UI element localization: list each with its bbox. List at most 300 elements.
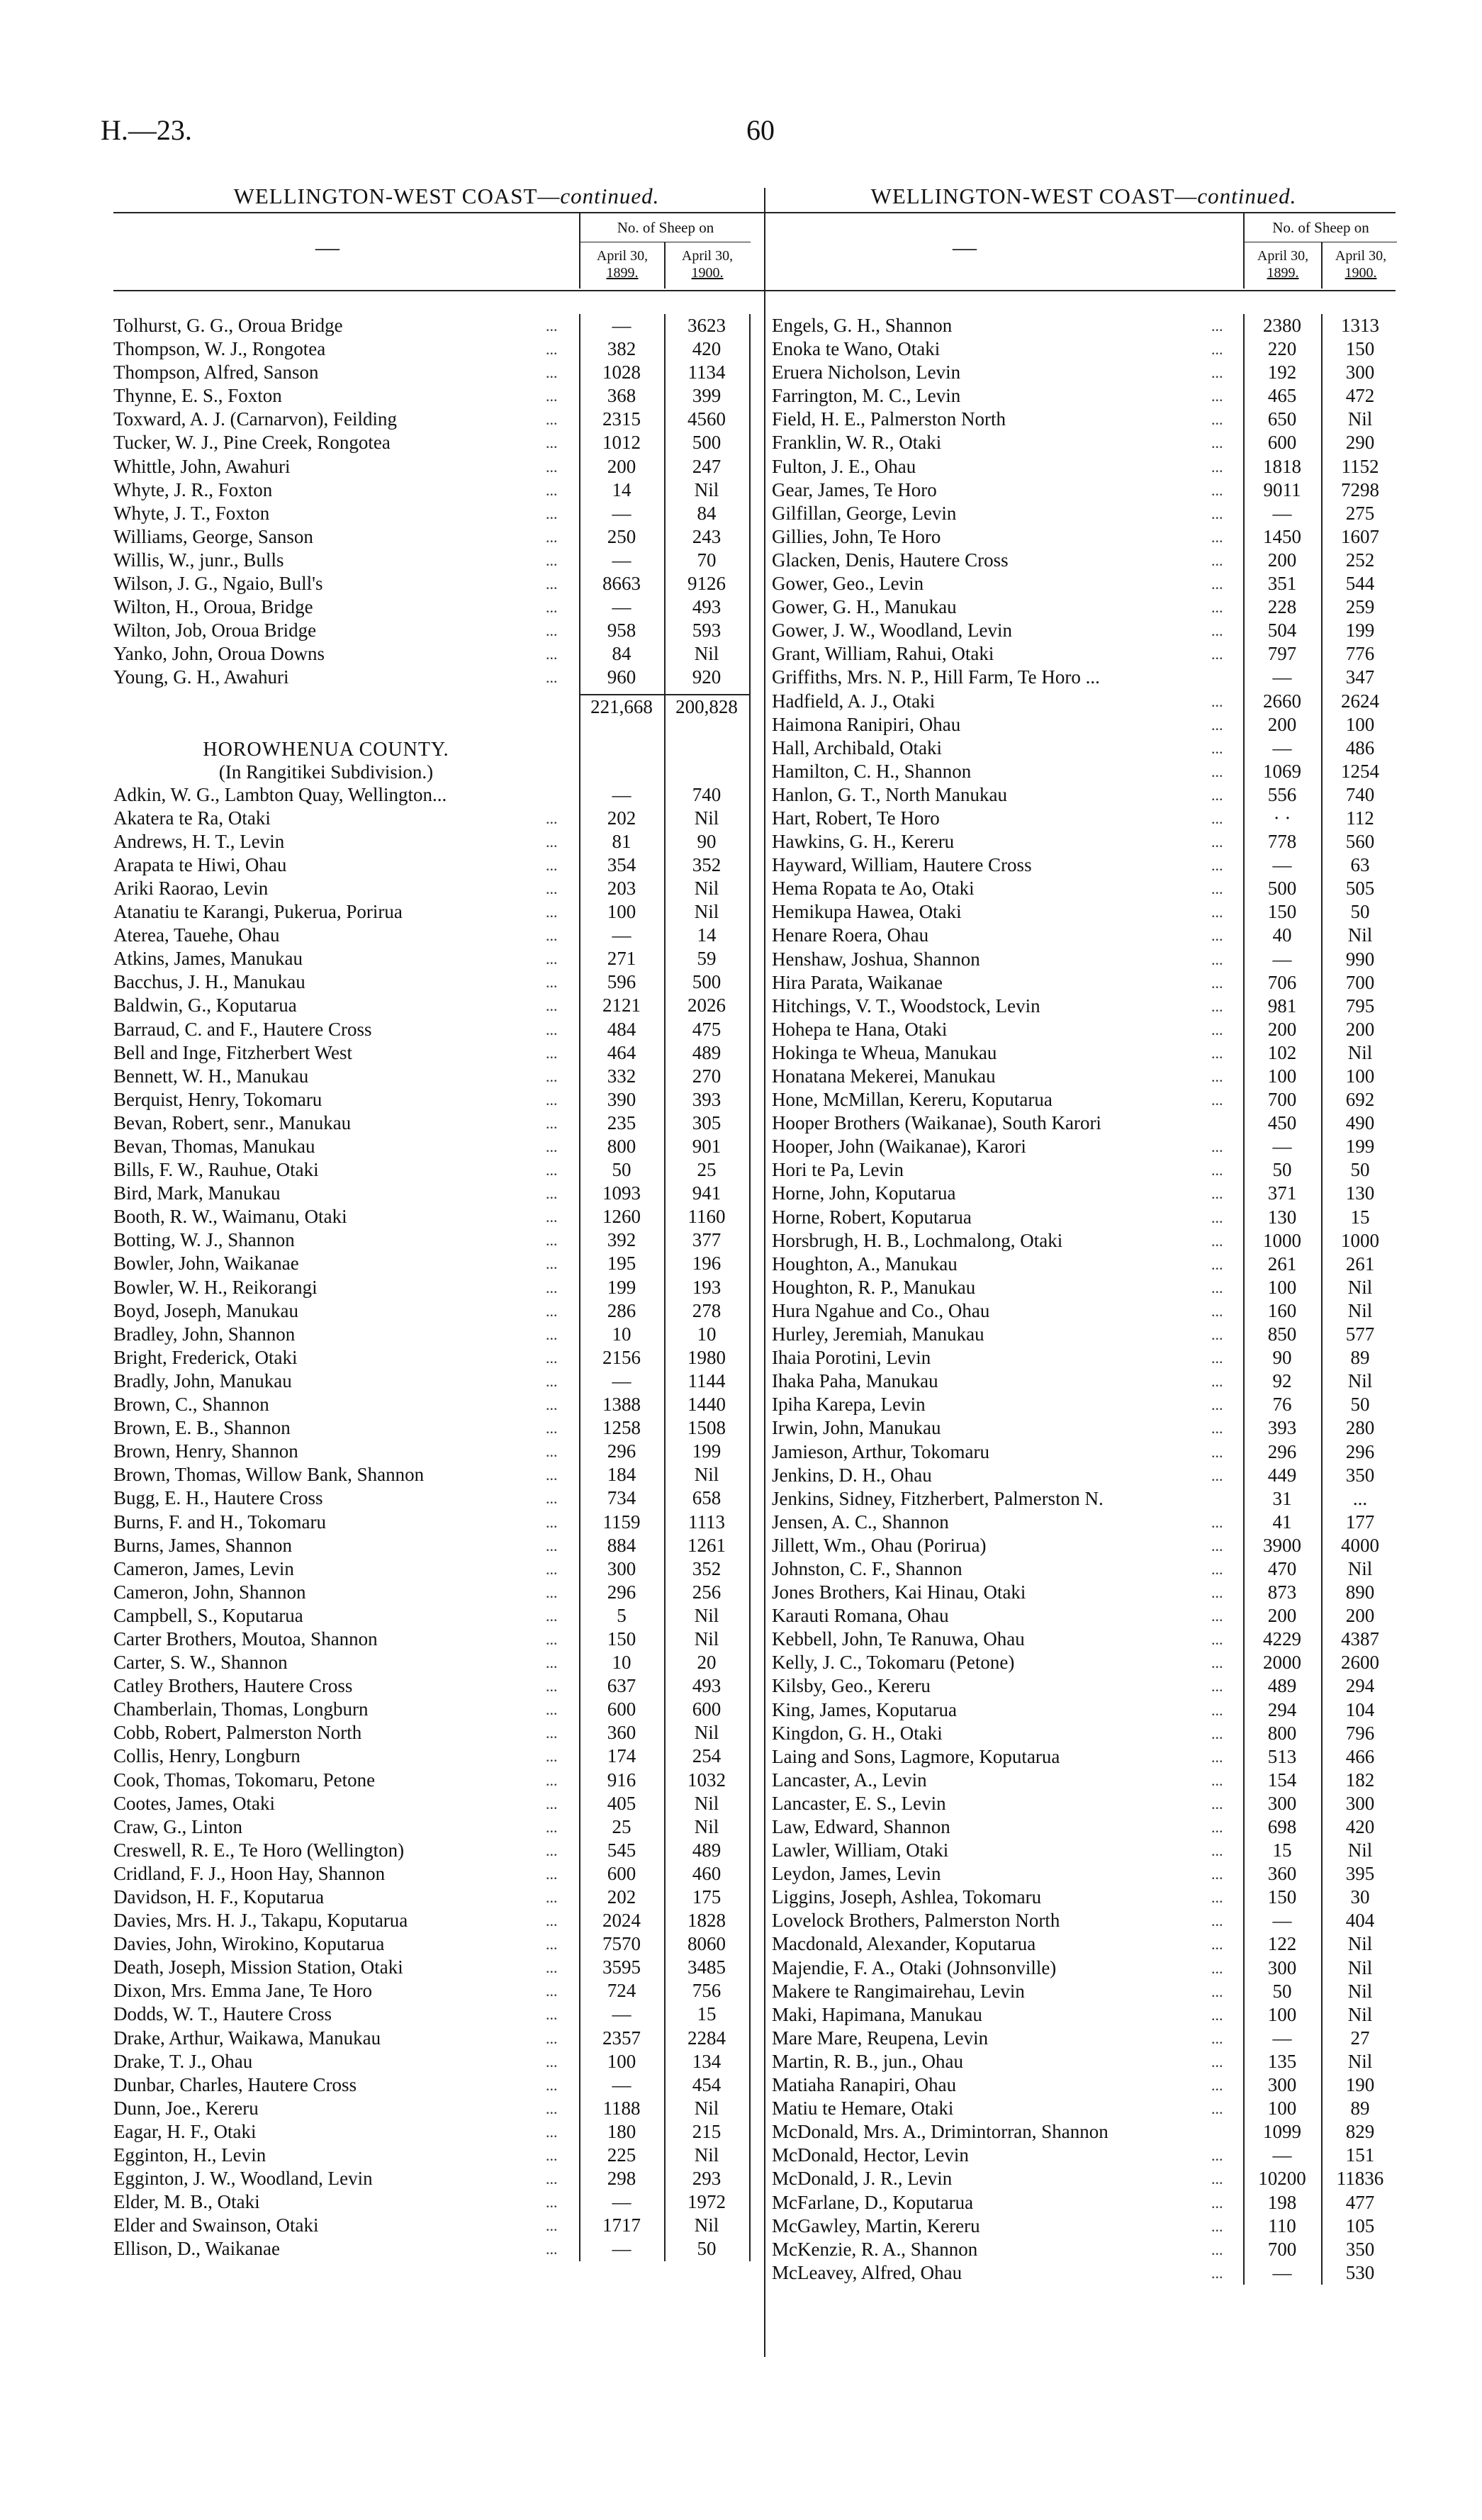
leader-dots: ... (1211, 504, 1223, 522)
sheep-count-1899: 90 (1272, 1347, 1292, 1369)
sheep-count-1899: 1099 (1263, 2121, 1301, 2143)
owner-name: Death, Joseph, Mission Station, Otaki (113, 1956, 403, 1978)
sheep-count-1900: 593 (692, 620, 722, 642)
leader-dots: ... (1211, 457, 1223, 476)
owner-name: Honatana Mekerei, Manukau (772, 1065, 996, 1087)
sheep-count-1900: 1972 (687, 2191, 726, 2213)
leader-dots: ... (1211, 1630, 1223, 1649)
sheep-count-1899: 9011 (1263, 478, 1301, 500)
owner-name: Barraud, C. and F., Hautere Cross (113, 1018, 372, 1040)
sheep-count-1900: 1134 (687, 362, 726, 383)
sheep-count-1899: 600 (607, 1698, 636, 1720)
leader-dots: ... (1211, 1842, 1223, 1860)
sheep-count-1900: 4560 (687, 408, 726, 430)
sheep-count-1900: 247 (692, 455, 722, 477)
leader-dots: ... (546, 2217, 558, 2235)
table-row (113, 1886, 780, 1909)
sheep-count-1899: — (612, 549, 631, 571)
sheep-count-1900: 2600 (1341, 1652, 1379, 1674)
table-row (113, 1135, 780, 1158)
sheep-count-1900: 477 (1345, 2191, 1375, 2213)
leader-dots: ... (546, 1841, 558, 1859)
sheep-count-1899: 31 (1272, 1487, 1292, 1509)
leader-dots: ... (1211, 903, 1223, 922)
table-row (113, 1956, 780, 1979)
sheep-count-1900: 215 (692, 2120, 722, 2142)
sheep-count-1899: 700 (1267, 2238, 1297, 2260)
sheep-count-1900: 130 (1345, 1182, 1375, 1204)
sheep-count-group-header: No. of Sheep on (1243, 213, 1397, 242)
table-row (113, 1534, 780, 1557)
document-reference: H.—23. (101, 114, 192, 146)
sheep-count-1899: 15 (1272, 1839, 1292, 1861)
owner-name: Hira Parata, Waikanae (772, 971, 943, 993)
sheep-count-1899: 261 (1267, 1253, 1297, 1275)
sheep-count-1899: 100 (1267, 1276, 1297, 1298)
sheep-count-1900: Nil (694, 478, 719, 500)
owner-name: Matiu te Hemare, Otaki (772, 2098, 954, 2119)
sheep-count-1899: 50 (1272, 1159, 1292, 1181)
sheep-count-1900: 472 (1345, 385, 1375, 407)
owner-name: Jenkins, Sidney, Fitzherbert, Palmerston N. (772, 1487, 1104, 1509)
leader-dots: ... (1211, 2076, 1223, 2095)
owner-name: Hooper, John (Waikanae), Karori (772, 1136, 1026, 1158)
sheep-count-1899: 2000 (1263, 1652, 1301, 1674)
owner-name: Jamieson, Arthur, Tokomaru (772, 1440, 989, 1462)
table-row (772, 2144, 1396, 2167)
leader-dots: ... (1211, 1724, 1223, 1742)
sheep-count-1900: 90 (697, 830, 717, 852)
table-row (772, 1182, 1396, 1205)
owner-name: Hura Ngahue and Co., Ohau (772, 1299, 990, 1321)
table-row (113, 1276, 780, 1299)
leader-dots: ... (546, 1396, 558, 1414)
table-row (113, 1745, 780, 1768)
leader-dots: ... (546, 1043, 558, 1062)
sheep-count-1899: 393 (1267, 1417, 1297, 1439)
sheep-count-1899: 1260 (602, 1206, 641, 1228)
sheep-count-1900: 1508 (687, 1417, 726, 1439)
sheep-count-1899: 1188 (602, 2097, 641, 2119)
leader-dots: ... (546, 2193, 558, 2212)
sheep-count-1899: 1012 (602, 432, 641, 454)
leader-dots: ... (546, 1161, 558, 1180)
sheep-count-1899: 100 (607, 901, 636, 923)
leader-dots: ... (1211, 1982, 1223, 2000)
table-row (772, 1980, 1396, 2003)
sheep-count-1900: Nil (694, 1722, 719, 1744)
leader-dots: ... (1211, 1419, 1223, 1438)
sheep-count-1899: 884 (607, 1534, 636, 1556)
sheep-count-1899: 360 (1267, 1863, 1297, 1885)
sheep-count-1899: 1159 (602, 1511, 641, 1533)
leader-dots: ... (546, 1888, 558, 1906)
owner-name: Akatera te Ra, Otaki (113, 807, 271, 829)
owner-name: Laing and Sons, Lagmore, Koputarua (772, 1745, 1060, 1767)
leader-dots: ... (546, 1020, 558, 1038)
table-row (772, 525, 1396, 549)
table-row (772, 737, 1396, 760)
sheep-count-1899: — (1272, 666, 1292, 688)
table-row (772, 2073, 1396, 2097)
sheep-count-1900: Nil (1347, 1041, 1373, 1063)
table-row (113, 2003, 780, 2026)
sheep-count-1899: 92 (1272, 1370, 1292, 1392)
sheep-count-1899: — (612, 2191, 631, 2213)
table-row (772, 2214, 1396, 2238)
leader-dots: ... (1211, 2100, 1223, 2118)
owner-name: Thompson, W. J., Rongotea (113, 338, 326, 360)
table-row (772, 1206, 1396, 1229)
sheep-count-1900: 112 (1346, 807, 1374, 829)
sheep-count-1899: 470 (1267, 1557, 1297, 1579)
leader-dots: ... (546, 2029, 558, 2047)
table-row (113, 1065, 780, 1088)
table-row (772, 1956, 1396, 1980)
table-row (772, 1229, 1396, 1253)
table-row (113, 947, 780, 970)
owner-name: Henshaw, Joshua, Shannon (772, 948, 980, 970)
table-row (113, 807, 780, 830)
sheep-count-1900: Nil (1347, 1933, 1373, 1955)
sheep-count-1900: 193 (692, 1276, 722, 1298)
header-april-1899: April 30, 1899. (579, 242, 664, 289)
table-row (772, 619, 1396, 642)
owner-name: Griffiths, Mrs. N. P., Hill Farm, Te Horo ... (772, 666, 1100, 688)
sheep-count-1899: 130 (1267, 1206, 1297, 1228)
sheep-count-1899: — (1272, 1136, 1292, 1158)
owner-name: Bell and Inge, Fitzherbert West (113, 1041, 352, 1063)
table-row (772, 1323, 1396, 1346)
sheep-count-1899: 100 (1267, 2098, 1297, 2119)
sheep-count-1900: 280 (1345, 1417, 1375, 1439)
leader-dots: ... (546, 2005, 558, 2024)
leader-dots: ... (1211, 1326, 1223, 1344)
sheep-count-1900: Nil (1347, 2003, 1373, 2025)
table-row (772, 1135, 1396, 1158)
leader-dots: ... (1211, 1255, 1223, 1273)
leader-dots: ... (1211, 1466, 1223, 1484)
table-row (772, 1722, 1396, 1745)
owner-name: Horsbrugh, H. B., Lochmalong, Otaki (772, 1229, 1063, 1251)
leader-dots: ... (546, 926, 558, 945)
table-row (113, 1018, 780, 1041)
sheep-count-1899: 800 (1267, 1722, 1297, 1744)
sheep-count-1899: 1028 (602, 362, 641, 383)
sheep-count-1900: 27 (1350, 2027, 1370, 2049)
owner-name: Aterea, Tauehe, Ohau (113, 924, 280, 946)
table-row (772, 1511, 1396, 1534)
owner-name: Davidson, H. F., Koputarua (113, 1886, 325, 1908)
sheep-count-1900: 8060 (687, 1933, 726, 1955)
sheep-count-1900: Nil (694, 643, 719, 665)
leader-dots: ... (546, 1982, 558, 2000)
table-row (113, 1511, 780, 1534)
owner-name: Toxward, A. J. (Carnarvon), Feilding (113, 408, 398, 430)
sheep-count-1899: 484 (607, 1018, 636, 1040)
sheep-count-1900: 196 (692, 1253, 722, 1275)
table-row (113, 2144, 780, 2167)
owner-name: Egginton, H., Levin (113, 2144, 266, 2166)
table-row (772, 572, 1396, 595)
table-row (113, 1088, 780, 1111)
leader-dots: ... (546, 1864, 558, 1883)
sheep-count-1899: — (612, 315, 631, 336)
sheep-count-1900: 256 (692, 1581, 722, 1603)
sheep-count-1900: 466 (1345, 1745, 1375, 1767)
sheep-count-1900: 692 (1345, 1089, 1375, 1111)
owner-name: Eagar, H. F., Otaki (113, 2120, 257, 2142)
sheep-count-1900: 1254 (1341, 760, 1379, 782)
leader-dots: ... (546, 2170, 558, 2188)
leader-dots: ... (1211, 739, 1223, 757)
sheep-count-1899: 981 (1267, 995, 1297, 1017)
table-row (113, 853, 780, 877)
sheep-count-1900: 261 (1345, 1253, 1375, 1275)
table-row (113, 549, 780, 572)
owner-name: Hadfield, A. J., Otaki (772, 690, 936, 712)
leader-dots: ... (546, 832, 558, 851)
table-row (772, 948, 1396, 971)
owner-name: Eruera Nicholson, Levin (772, 362, 961, 383)
leader-dots: ... (546, 504, 558, 522)
table-row (113, 877, 780, 900)
sheep-count-1900: 1261 (687, 1534, 726, 1556)
leader-dots: ... (546, 527, 558, 546)
owner-name: Matiaha Ranapiri, Ohau (772, 2074, 957, 2096)
leader-dots: ... (546, 1325, 558, 1343)
sheep-count-1900: 199 (1345, 1136, 1375, 1158)
leader-dots: ... (546, 903, 558, 922)
table-row (772, 1604, 1396, 1628)
sheep-count-1899: · · (1273, 807, 1291, 829)
table-row (113, 1792, 780, 1815)
leader-dots: ... (546, 1208, 558, 1226)
table-row (772, 2167, 1396, 2190)
sheep-count-1899: 220 (1267, 338, 1297, 360)
table-row (772, 1065, 1396, 1088)
owner-name: Drake, Arthur, Waikawa, Manukau (113, 2027, 381, 2049)
owner-name: Hemikupa Hawea, Otaki (772, 901, 962, 923)
leader-dots: ... (546, 645, 558, 663)
owner-name: Haimona Ranipiri, Ohau (772, 713, 961, 735)
sheep-count-1899: 110 (1268, 2214, 1296, 2236)
table-row (113, 1346, 780, 1370)
sheep-count-1900: 7298 (1341, 478, 1379, 500)
sheep-count-1900: 990 (1345, 948, 1375, 970)
table-row (772, 642, 1396, 666)
leader-dots: ... (1211, 715, 1223, 734)
leader-dots: ... (1211, 2146, 1223, 2165)
sheep-count-1899: 122 (1267, 1933, 1297, 1955)
sheep-count-1899: — (1272, 1910, 1292, 1932)
sheep-count-1899: 40 (1272, 924, 1292, 946)
leader-dots: ... (546, 340, 558, 359)
table-row (113, 783, 780, 807)
sheep-count-1899: 150 (607, 1628, 636, 1650)
owner-name: Liggins, Joseph, Ashlea, Tokomaru (772, 1886, 1042, 1908)
table-row (772, 1158, 1396, 1182)
leader-dots: ... (546, 2099, 558, 2117)
leader-dots: ... (546, 879, 558, 897)
sheep-count-1900: 700 (1345, 971, 1375, 993)
sheep-count-1900: 50 (1350, 901, 1370, 923)
table-row (113, 642, 780, 666)
sheep-count-1900: 2026 (687, 995, 726, 1017)
sheep-count-1899: 300 (1267, 1956, 1297, 1978)
sheep-count-1900: 259 (1345, 596, 1375, 618)
leader-dots: ... (1211, 950, 1223, 968)
sheep-count-1900: Nil (1347, 1980, 1373, 2002)
sheep-count-1900: 350 (1345, 2238, 1375, 2260)
leader-dots: ... (1211, 622, 1223, 640)
sheep-count-1900: 530 (1345, 2261, 1375, 2283)
table-row (772, 1862, 1396, 1886)
sheep-count-1899: 1093 (602, 1182, 641, 1204)
table-row (113, 1323, 780, 1346)
sheep-count-1899: 700 (1267, 1089, 1297, 1111)
table-row (772, 384, 1396, 408)
table-row (772, 1346, 1396, 1370)
sheep-count-1900: 1607 (1341, 525, 1379, 547)
owner-name: McKenzie, R. A., Shannon (772, 2238, 978, 2260)
owner-name: Boyd, Joseph, Manukau (113, 1299, 298, 1321)
table-row (772, 2097, 1396, 2120)
total-row (113, 694, 780, 717)
table-row (772, 1276, 1396, 1299)
leader-dots: ... (1211, 1865, 1223, 1883)
owner-name: Jensen, A. C., Shannon (772, 1511, 949, 1533)
sheep-count-1899: 203 (607, 877, 636, 899)
owner-name: Law, Edward, Shannon (772, 1816, 950, 1837)
table-row (113, 1158, 780, 1182)
leader-dots: ... (546, 1278, 558, 1297)
owner-name: Hitchings, V. T., Woodstock, Levin (772, 995, 1040, 1017)
sheep-count-1900: Nil (694, 807, 719, 829)
sheep-count-1899: 102 (1267, 1041, 1297, 1063)
leader-dots: ... (546, 2122, 558, 2141)
table-row (772, 1464, 1396, 1487)
sheep-count-1899: 84 (612, 643, 631, 665)
sheep-count-1900: 252 (1345, 549, 1375, 571)
table-row (772, 549, 1396, 572)
owner-name: Houghton, R. P., Manukau (772, 1276, 976, 1298)
sheep-count-1900: Nil (694, 877, 719, 899)
leader-dots: ... (546, 973, 558, 992)
sheep-count-1900: 4387 (1341, 1628, 1379, 1650)
owner-name: Kilsby, Geo., Kereru (772, 1675, 931, 1697)
sheep-count-1899: 50 (612, 1159, 631, 1181)
owner-name: Young, G. H., Awahuri (113, 666, 289, 688)
sheep-count-1899: 100 (607, 2050, 636, 2072)
leader-dots: ... (546, 317, 558, 335)
table-row (772, 900, 1396, 924)
sheep-count-1900: 243 (692, 525, 722, 547)
table-row (113, 1111, 780, 1135)
sheep-count-1900: 300 (1345, 362, 1375, 383)
table-row (113, 1651, 780, 1674)
leader-dots: ... (546, 481, 558, 499)
sheep-count-1900: 489 (692, 1839, 722, 1861)
owner-name: Hall, Archibald, Otaki (772, 737, 942, 758)
table-row (113, 525, 780, 549)
leader-dots: ... (546, 1606, 558, 1625)
table-row (772, 361, 1396, 384)
table-row (772, 502, 1396, 525)
sheep-count-1900: Nil (1347, 1839, 1373, 1861)
sheep-count-1899: 698 (1267, 1816, 1297, 1837)
owner-name: Majendie, F. A., Otaki (Johnsonville) (772, 1956, 1057, 1978)
sheep-count-1899: 513 (1267, 1745, 1297, 1767)
sheep-count-1900: 270 (692, 1065, 722, 1087)
owner-name: Tucker, W. J., Pine Creek, Rongotea (113, 432, 391, 454)
sheep-count-1900: 395 (1345, 1863, 1375, 1885)
sheep-count-1899: — (1272, 737, 1292, 758)
owner-name: Cameron, John, Shannon (113, 1581, 306, 1603)
owner-name: McFarlane, D., Koputarua (772, 2191, 974, 2213)
sheep-count-1900: 50 (697, 2238, 717, 2260)
owner-name: Brown, C., Shannon (113, 1394, 269, 1416)
sheep-count-1900: 658 (692, 1487, 722, 1509)
leader-dots: ... (546, 551, 558, 569)
owner-name: Wilson, J. G., Ngaio, Bull's (113, 573, 323, 595)
sheep-count-1900: 134 (692, 2050, 722, 2072)
sheep-count-1900: 740 (1345, 783, 1375, 805)
owner-name: Gear, James, Te Horo (772, 478, 937, 500)
table-row (772, 853, 1396, 877)
sheep-count-1900: 1313 (1341, 315, 1379, 336)
table-row (772, 1018, 1396, 1041)
table-row (113, 1416, 780, 1440)
owner-name: Campbell, S., Koputarua (113, 1604, 303, 1626)
owner-name: Jenkins, D. H., Ohau (772, 1464, 932, 1486)
sheep-count-1899: 2380 (1263, 315, 1301, 336)
leader-dots: ... (546, 1301, 558, 1320)
sheep-count-1899: 1818 (1263, 455, 1301, 477)
section-title: HOROWHENUA COUNTY. (203, 738, 449, 761)
table-row (113, 2237, 780, 2261)
sheep-count-1900: 11836 (1336, 2168, 1384, 2190)
owner-name: Ihaka Paha, Manukau (772, 1370, 938, 1392)
sheep-count-group-header: No. of Sheep on (579, 213, 751, 242)
total-1899: 221,668 (579, 694, 664, 719)
table-row (113, 384, 780, 408)
sheep-count-1899: 596 (607, 971, 636, 993)
sheep-count-1899: 545 (607, 1839, 636, 1861)
leader-dots: ... (1211, 833, 1223, 851)
sheep-count-1900: Nil (1347, 1370, 1373, 1392)
owner-name: Andrews, H. T., Levin (113, 830, 285, 852)
sheep-count-1900: 200 (1345, 1605, 1375, 1627)
sheep-count-1899: 354 (607, 853, 636, 875)
table-row (113, 595, 780, 619)
table-row (113, 431, 780, 454)
sheep-count-1900: 404 (1345, 1910, 1375, 1932)
leader-dots: ... (1211, 1278, 1223, 1297)
sheep-count-1900: 150 (1345, 338, 1375, 360)
sheep-count-1899: 556 (1267, 783, 1297, 805)
table-row (113, 1041, 780, 1065)
table-row (772, 1932, 1396, 1956)
leader-dots: ... (1211, 809, 1223, 827)
owner-name: Booth, R. W., Waimanu, Otaki (113, 1206, 347, 1228)
table-row (772, 807, 1396, 830)
leader-dots: ... (1211, 1372, 1223, 1391)
sheep-count-1899: 3900 (1263, 1534, 1301, 1556)
leader-dots: ... (1211, 1513, 1223, 1531)
leader-dots: ... (1211, 387, 1223, 405)
sheep-count-1900: 544 (1345, 573, 1375, 595)
